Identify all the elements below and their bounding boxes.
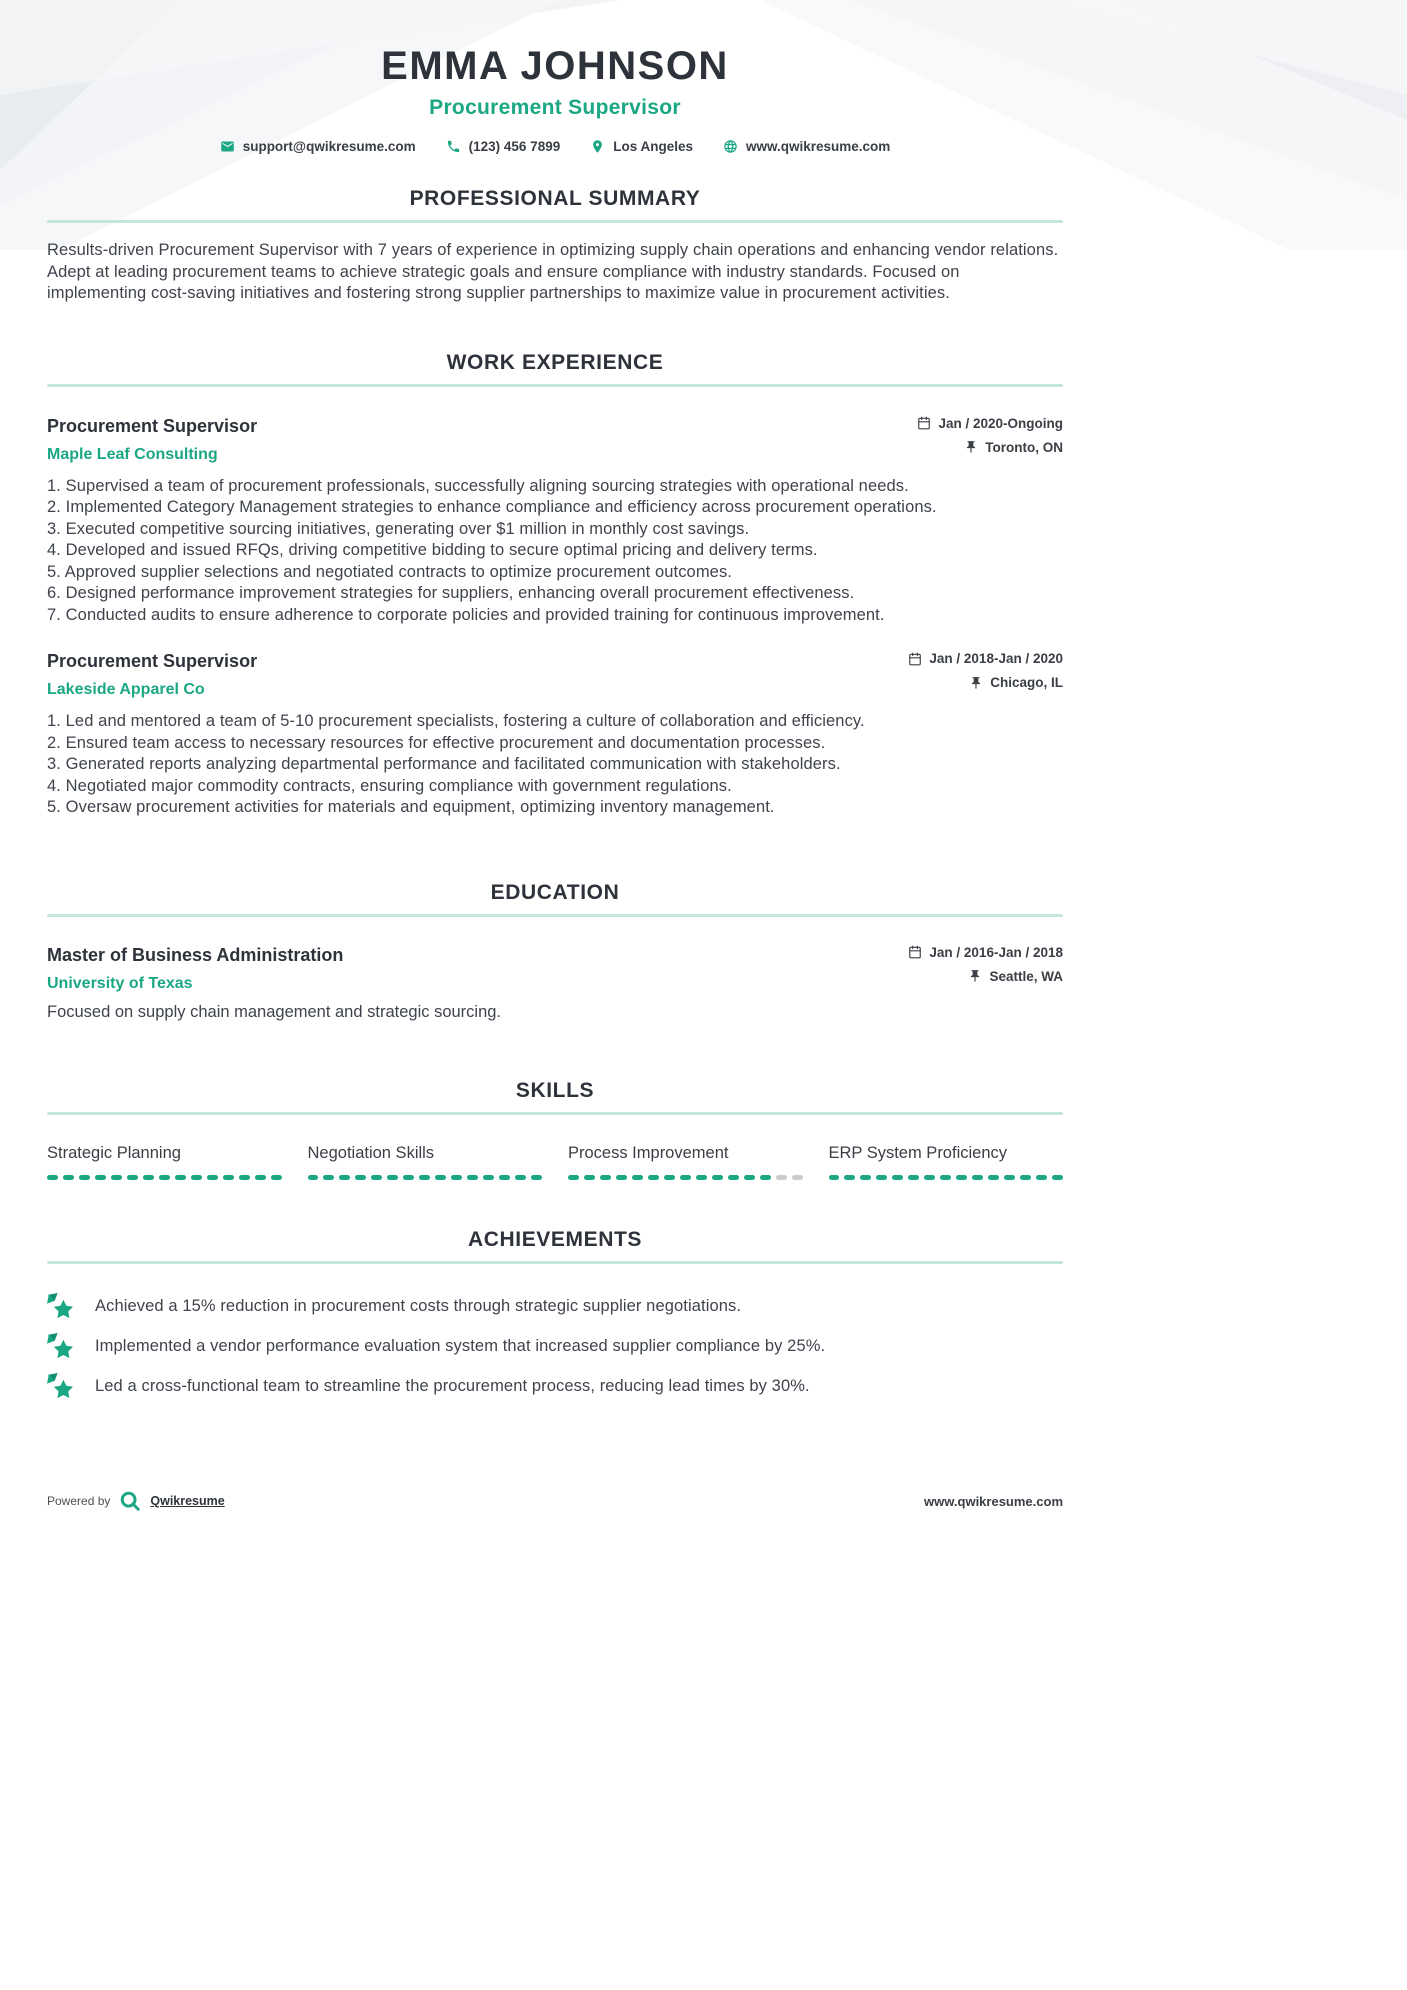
job-meta (917, 416, 1063, 455)
education-school: University of Texas (47, 974, 193, 992)
page-footer (47, 1490, 1063, 1512)
job-bullet: Designed performance improvement strategies for suppliers, enhancing overall procurement effectiveness. (65, 584, 855, 603)
job-heading-group (47, 416, 257, 464)
star-badge-icon (47, 1293, 74, 1320)
contact-phone-text: (123) 456 7899 (468, 139, 561, 154)
candidate-job-title: Procurement Supervisor (429, 96, 681, 119)
section-achievements (47, 1228, 1063, 1400)
achievement-text: Achieved a 15% reduction in procurement costs through strategic supplier negotiations. (95, 1297, 742, 1316)
job-location (908, 675, 1063, 690)
job-bullet: Developed and issued RFQs, driving competitive bidding to secure optimal pricing and delivery terms. (65, 541, 818, 560)
job-location (917, 440, 1063, 455)
achievement-text: Implemented a vendor performance evaluation system that increased supplier compliance by 25%. (95, 1337, 826, 1356)
education-heading-group (47, 945, 343, 993)
globe-icon (723, 139, 738, 154)
education-entry (47, 945, 1063, 1024)
pushpin-icon (969, 676, 983, 690)
summary-text: Results-driven Procurement Supervisor with 7 years of experience in optimizing supply chain operations and enhancing vendor relations. Adept at leading procurement teams to achieve strategic goals and ensure compliance with industry standards. Focused on implementing cost-saving initiatives and fostering strong supplier partnerships to maximize value in procurement activities. (47, 241, 1059, 303)
achievement-item (47, 1293, 1063, 1320)
contact-location (590, 139, 693, 154)
job-meta (908, 651, 1063, 690)
skill-progress-bar (829, 1175, 1064, 1180)
star-badge-icon (47, 1373, 74, 1400)
calendar-icon (908, 652, 922, 666)
phone-icon (446, 139, 461, 154)
job-company: Lakeside Apparel Co (47, 681, 205, 699)
skill-item (568, 1144, 803, 1180)
calendar-icon (908, 945, 922, 959)
contact-email-text: support@qwikresume.com (242, 139, 416, 154)
education-description: Focused on supply chain management and strategic sourcing. (47, 1002, 502, 1021)
achievement-item (47, 1373, 1063, 1400)
skill-label: ERP System Proficiency (828, 1144, 1008, 1163)
job-bullet: Generated reports analyzing departmental performance and facilitated communication with stakeholders. (65, 755, 841, 774)
skill-label: Negotiation Skills (307, 1144, 435, 1163)
pushpin-icon (964, 440, 978, 454)
resume-header (47, 0, 1063, 154)
powered-by-label: Powered by (47, 1494, 111, 1508)
section-experience (47, 351, 1063, 819)
job-entry (47, 416, 1063, 627)
job-bullet: Approved supplier selections and negotiated contracts to optimize procurement outcomes. (64, 562, 732, 581)
job-bullet: Conducted audits to ensure adherence to corporate policies and provided training for continuous improvement. (65, 605, 885, 624)
job-bullet: Supervised a team of procurement professionals, successfully aligning sourcing strategies with operational needs. (65, 476, 909, 495)
envelope-icon (220, 139, 235, 154)
job-location-text: Chicago, IL (990, 675, 1063, 691)
education-location-text: Seattle, WA (989, 968, 1063, 984)
contact-phone (446, 139, 561, 154)
section-skills (47, 1079, 1063, 1180)
brand-link[interactable]: Qwikresume (150, 1494, 225, 1508)
education-dates-text: Jan / 2016-Jan / 2018 (929, 944, 1063, 960)
education-degree: Master of Business Administration (47, 944, 344, 965)
job-dates (908, 651, 1063, 666)
job-company: Maple Leaf Consulting (47, 445, 218, 463)
job-location-text: Toronto, ON (985, 439, 1063, 455)
skills-grid (47, 1144, 1063, 1180)
skill-item (47, 1144, 282, 1180)
education-dates (908, 945, 1063, 960)
job-dates-text: Jan / 2018-Jan / 2020 (929, 651, 1063, 667)
section-divider (47, 220, 1063, 223)
experience-heading: WORK EXPERIENCE (446, 350, 664, 374)
job-bullet: Implemented Category Management strategies to enhance compliance and efficiency across procurement operations. (65, 498, 937, 517)
job-dates-text: Jan / 2020-Ongoing (938, 415, 1063, 431)
job-heading-group (47, 651, 257, 699)
skills-heading: SKILLS (515, 1079, 595, 1103)
education-heading: EDUCATION (490, 880, 620, 904)
job-entry (47, 651, 1063, 819)
skill-progress-bar (47, 1175, 282, 1180)
education-meta (908, 945, 1063, 984)
pushpin-icon (968, 969, 982, 983)
footer-website-link[interactable]: www.qwikresume.com (924, 1493, 1063, 1509)
achievement-text: Led a cross-functional team to streamline the procurement process, reducing lead times by 30%. (95, 1377, 810, 1396)
education-location (908, 969, 1063, 984)
contact-website-text: www.qwikresume.com (746, 139, 891, 154)
skill-label: Strategic Planning (47, 1144, 181, 1163)
summary-heading: PROFESSIONAL SUMMARY (409, 187, 701, 210)
achievement-item (47, 1333, 1063, 1360)
job-bullet-list (47, 476, 1063, 627)
job-bullet: Led and mentored a team of 5-10 procurement specialists, fostering a culture of collaboration and efficiency. (65, 712, 865, 731)
section-divider (47, 1261, 1063, 1264)
job-title: Procurement Supervisor (47, 415, 258, 436)
job-title: Procurement Supervisor (47, 651, 258, 672)
job-bullet: Ensured team access to necessary resources for effective procurement and documentation processes. (65, 733, 826, 752)
job-bullet: Executed competitive sourcing initiatives, generating over $1 million in monthly cost savings. (65, 519, 750, 538)
candidate-name: EMMA JOHNSON (381, 44, 729, 88)
skill-progress-bar (308, 1175, 543, 1180)
skill-label: Process Improvement (568, 1144, 729, 1163)
star-badge-icon (47, 1333, 74, 1360)
section-education (47, 881, 1063, 1024)
section-divider (47, 384, 1063, 387)
job-bullet-list (47, 711, 1063, 819)
achievements-list (47, 1293, 1063, 1400)
job-bullet: Oversaw procurement activities for materials and equipment, optimizing inventory management. (65, 798, 775, 817)
map-pin-icon (590, 139, 605, 154)
section-divider (47, 1112, 1063, 1115)
contact-website[interactable] (723, 139, 890, 154)
contact-location-text: Los Angeles (613, 139, 693, 154)
skill-item (308, 1144, 543, 1180)
skill-progress-bar (568, 1175, 803, 1180)
q-logo-icon (119, 1490, 141, 1512)
section-divider (47, 914, 1063, 917)
calendar-icon (917, 416, 931, 430)
achievements-heading: ACHIEVEMENTS (467, 1228, 643, 1252)
job-bullet: Negotiated major commodity contracts, ensuring compliance with government regulations. (65, 776, 732, 795)
section-summary (47, 187, 1063, 305)
contact-email[interactable] (220, 139, 416, 154)
job-dates (917, 416, 1063, 431)
contact-row (47, 139, 1063, 154)
skill-item (829, 1144, 1064, 1180)
